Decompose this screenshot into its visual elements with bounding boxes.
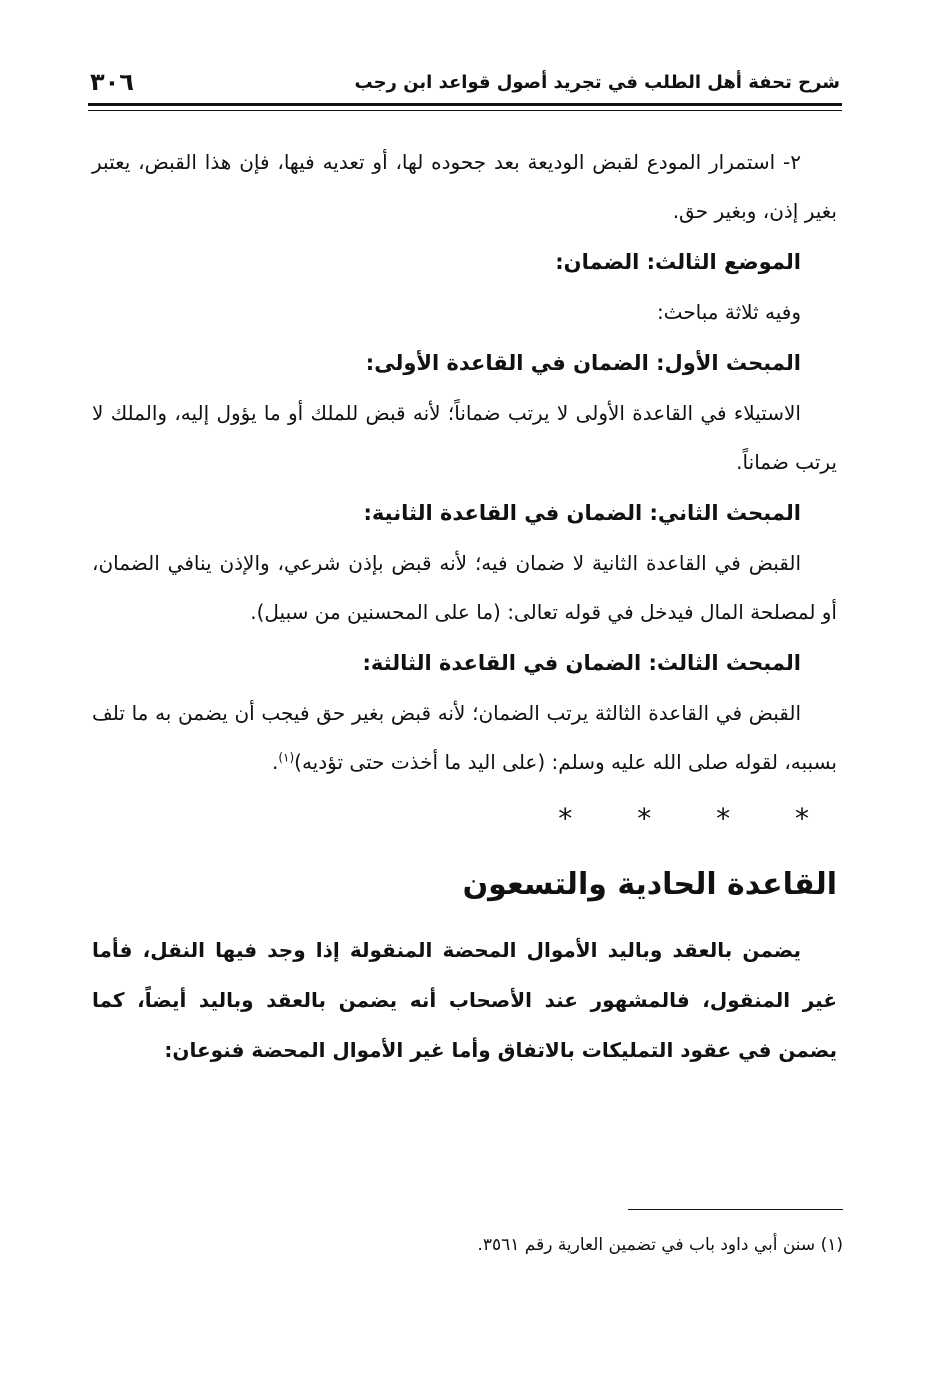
main-text <box>92 138 837 1075</box>
paragraph-third-subtopic-text: القبض في القاعدة الثالثة يرتب الضمان؛ لأنه قبض بغير حق فيجب أن يضمن به ما تلف بسببه، لقوله صلى الله عليه وسلم: (على اليد ما أخذت حتى تؤديه) <box>92 701 837 774</box>
heading-first-subtopic: المبحث الأول: الضمان في القاعدة الأولى: <box>365 351 801 375</box>
footnote: (١) سنن أبي داود باب في تضمين العارية رقم ٣٥٦١. <box>477 1235 843 1255</box>
footnote-reference[interactable]: (١) <box>278 750 295 765</box>
intro-line: وفيه ثلاثة مباحث: <box>656 300 801 324</box>
page-number: ٣٠٦ <box>90 68 134 96</box>
header-rule-thin <box>88 110 842 111</box>
heading-third-subtopic: المبحث الثالث: الضمان في القاعدة الثالثة: <box>362 651 801 675</box>
paragraph-second-subtopic: القبض في القاعدة الثانية لا ضمان فيه؛ لأنه قبض بإذن شرعي، والإذن ينافي الضمان، أو لمصلحة المال فيدخل في قوله تعالى: (ما على المحسنين من سبيل). <box>92 551 837 624</box>
rule-statement: يضمن بالعقد وباليد الأموال المحضة المنقولة إذا وجد فيها النقل، فأما غير المنقول، فالمشهور عند الأصحاب أنه يضمن بالعقد وباليد أيضاً، كما يضمن في عقود التمليكات بالاتفاق وأما غير الأموال المحضة فنوعان: <box>92 938 837 1062</box>
section-separator: * * * * <box>558 802 837 835</box>
paragraph-third-subtopic <box>92 689 837 787</box>
heading-second-subtopic: المبحث الثاني: الضمان في القاعدة الثانية: <box>363 501 801 525</box>
section-title: القاعدة الحادية والتسعون <box>462 867 837 902</box>
paragraph-first-subtopic: الاستيلاء في القاعدة الأولى لا يرتب ضماناً؛ لأنه قبض للملك أو ما يؤول إليه، والملك لا يرتب ضماناً. <box>92 401 837 474</box>
footnote-divider <box>628 1209 843 1210</box>
page-header <box>90 62 840 102</box>
paragraph-deposit: ٢- استمرار المودع لقبض الوديعة بعد جحوده لها، أو تعديه فيها، فإن هذا القبض، يعتبر بغير إذن، وبغير حق. <box>92 150 837 223</box>
running-title: شرح تحفة أهل الطلب في تجريد أصول قواعد ابن رجب <box>354 71 840 93</box>
heading-third-topic: الموضع الثالث: الضمان: <box>555 250 801 274</box>
header-rule-thick <box>88 103 842 106</box>
end-punctuation: . <box>271 750 279 774</box>
